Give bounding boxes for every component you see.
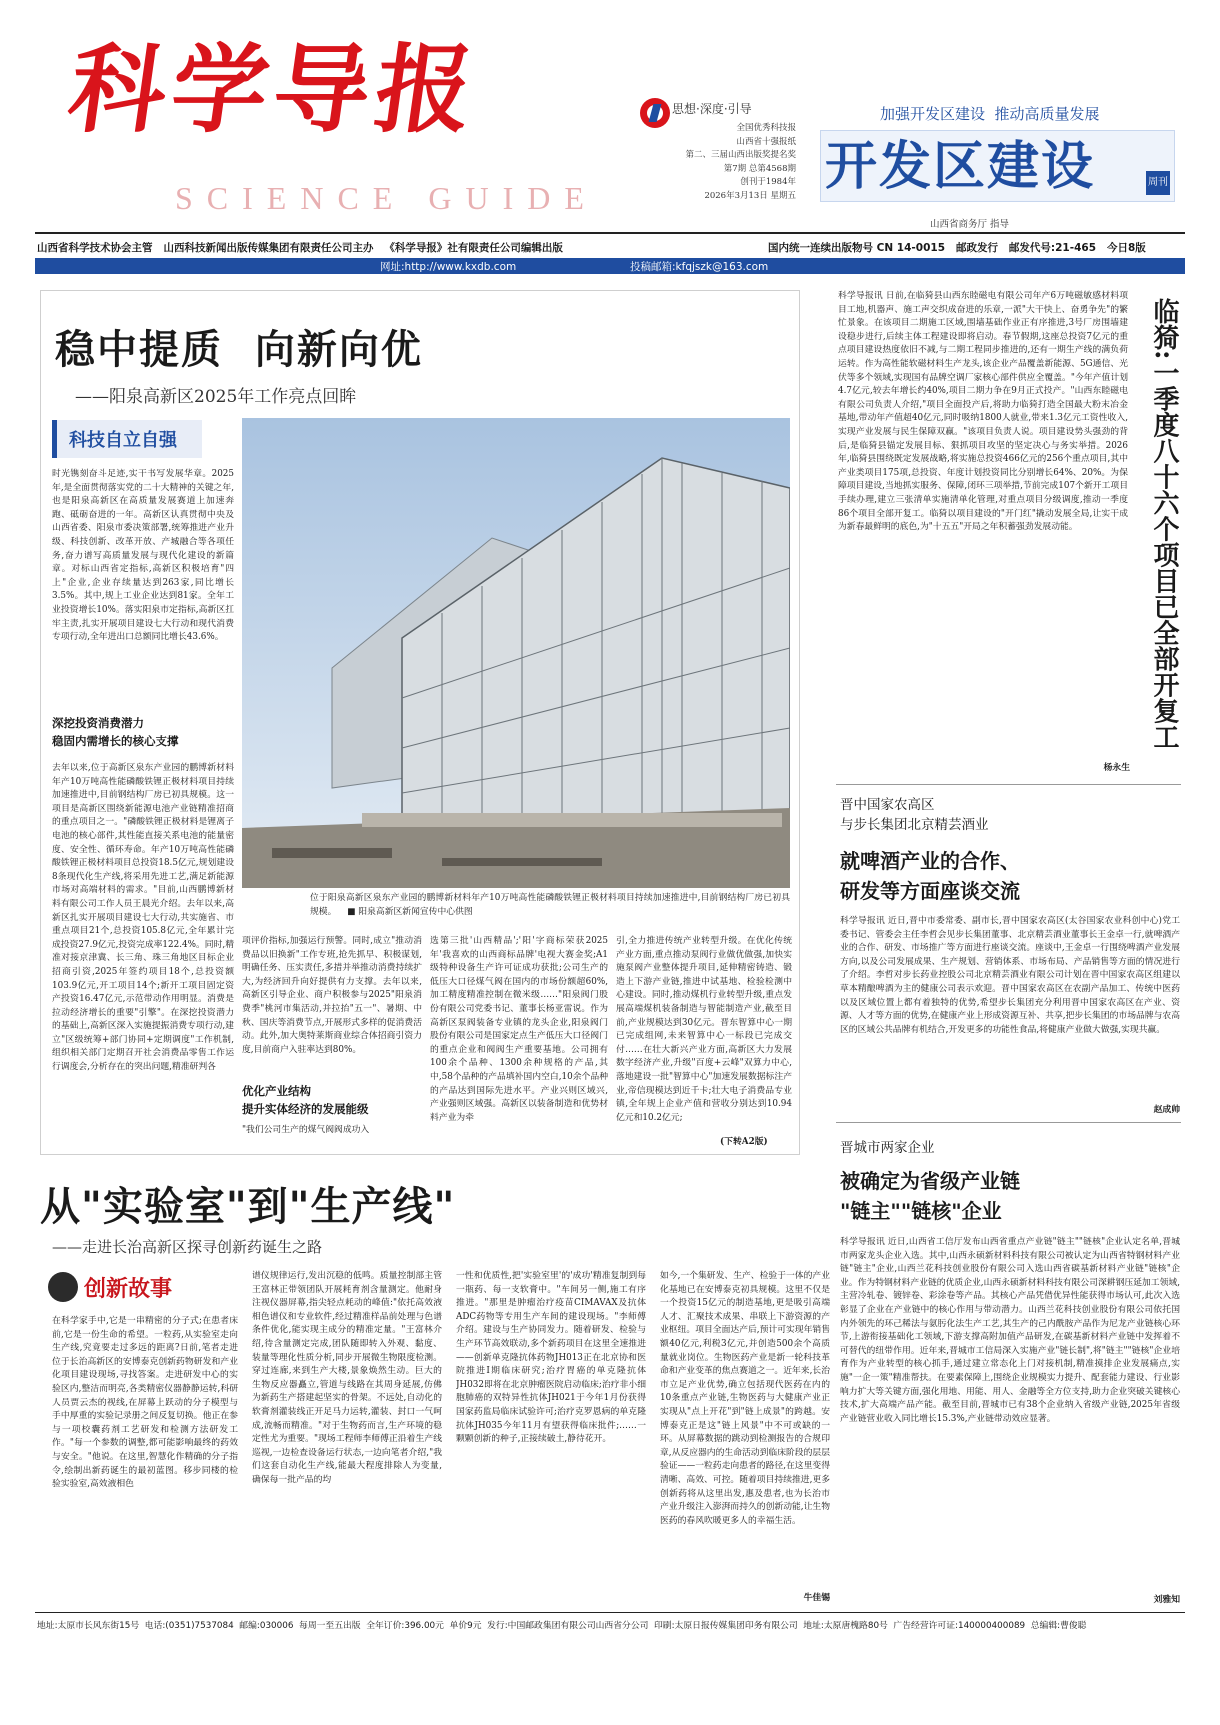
photo-caption xyxy=(310,892,790,922)
lead-col1a: 时光镌刻奋斗足迹,实干书写发展华章。2025年,是全面贯彻落实党的二十大精神的关键之年,也是阳泉高新区在高质量发展赛道上加速奔跑、砥砺奋进的一年。高新区认真贯彻中央及山西省委、阳泉市委决策部署,统筹推进产业升级、科技创新、改革开放、产城融合等各项任务,奋力谱写高质量发展与现代化建设的新篇章。对标山西省定指标,高新区积极培育"四上"企业,企业存续量达到263家,同比增长3.5%。其中,规上工业企业达到81家。全年工业投资增长10%。落实阳泉市定指标,高新区扛牢主责,扎实开展项目建设七大行动和现代消费专项行动,全年进出口总额同比增长43.6%。 xyxy=(52,469,234,643)
section-badge-label: 科技自立自强 xyxy=(69,430,177,451)
second-author: 牛佳锡 xyxy=(803,1593,830,1603)
construction-photo xyxy=(242,418,790,888)
jincheng-body: 科学导报讯 近日,山西省工信厅发布山西省重点产业链"链主""链核"企业认定名单,晋城市两家龙头企业入选。其中,山西永硕新材料科技有限公司被认定为山西省特钢材料产业链"链主"企业,山西兰花科技创业股份有限公司入选山西省碳基新材料产业链"链核"企业。作为特钢材料产业链的优质企业,山西永硕新材料科技有限公司深耕钢压延加工领域,主营冷轧卷、镀锌卷、彩涂卷等产品。其核心产品凭借优异性能获得市场认可,此次入选彰显了企业在产业链中的核心作用与带动潜力。山西兰花科技创业股份有限公司依托国内外领先的环己稀法与氨肟化法生产工艺,其生产的己内酰胺产品作为尼龙产业链核心环节,上游衔接基础化工领域,下游支撑高附加值产品研发,在碳基新材料产业链中发挥着不可替代的纽带作用。近年来,晋城市工信局深入实施产业"链长制",将"链主""链核"企业培育作为产业转型的核心抓手,通过建立常态化上门对接机制,精准摸排企业发展痛点,实施"一企一策"精准帮扶。在要素保障上,围绕企业规模实力提升、配套能力建设、行业影响力扩大等关键方面,强化用地、用能、用人、金融等全方位支持,助力企业突破关键核心技术,扩大高端产品产能。截至目前,晋城市已有38个企业纳入省级产业链,2025年省级产业链营业收入同比增长15.3%,产业链带动效应显著。 xyxy=(840,1237,1180,1424)
right-slogan: 加强开发区建设 推动高质量发展 xyxy=(880,105,1100,123)
jinzhong-body: 科学导报讯 近日,晋中市委常委、副市长,晋中国家农高区(太谷国家农业科创中心)党工委书记、管委会主任李哲会见步长集团董事、北京精芸酒业董事长王金卓一行,就啤酒产业的合作、研发、市场推广等方面进行座谈交流。座谈中,王金卓一行围绕啤酒产业发展方向,以及公司发展成果、生产规划、营销体系、市场布局、产品销售等方面的情况进行了介绍。李哲对步长药业控股公司北京精芸酒业有限公司计划在晋中国家农高区组建以草本精酿啤酒为主的健康公司表示欢迎。晋中国家农高区在农副产品加工、传统中医药以及区域位置上都有着独特的优势,希望步长集团充分利用晋中国家农高区在产业、资源、人才等方面的优势,在健康产业上形成资源互补、共享,把步长集团的市场品牌与农高区的区域公共品牌有机结合,开发更多的功能性食品,将健康产业做大做强,实现共赢。 xyxy=(840,916,1180,1035)
linyi-author: 杨永生 xyxy=(1103,763,1130,773)
lead-headline: 稳中提质 向新向优 xyxy=(55,326,423,373)
second-col4: 如今,一个集研发、生产、检验于一体的产业化基地已在安博泰克初具规模。这里不仅是一个投资15亿元的制造基地,更是吸引高端人才、汇聚技术成果、串联上下游资源的产业枢纽。项目全面达产后,预计可实现年销售额40亿元,利税3亿元,并创造500余个高质量就业岗位。生物医药产业是新一轮科技革命和产业变革的焦点赛道之一。近年来,长治市立足产业优势,确立包括现代医药在内的10条重点产业链,生物医药与大健康产业正实现从"点上开花"到"链上成景"的跨越。安博泰克正是这"链上风景"中不可或缺的一环。从屏幕数据的跳动到检测报告的合规印章,从反应器内的生命活动到临床阶段的层层验证——一粒药走向患者的路径,在这里变得清晰、高效、可控。随着项目持续推进,更多创新药将从这里出发,惠及患者,也为长治市产业升级注入澎湃而持久的创新动能,让生物医药的春风吹暖更多人的幸福生活。 xyxy=(660,1271,830,1526)
issue-date: 2026年3月13日 星期五 xyxy=(704,190,796,201)
guide-line: 山西省商务厅 指导 xyxy=(930,219,1010,230)
logo-icon xyxy=(640,98,670,128)
website-link[interactable]: 网址:http://www.kxdb.com xyxy=(380,261,517,273)
lead-subhead-2a: 优化产业结构 xyxy=(242,1084,311,1098)
lead-col2: 项评价指标,加强运行预警。同时,成立"推动消费品以旧换新"工作专班,抢先抓早、积极谋划,明确任务、压实责任,多措并举推动消费持续扩大,为经济回升向好提供有力支撑。去年以来,高新区引导企业、商户积极参与2025"阳泉消费季"桃河市集活动,并拉抬"五一"、暑期、中秋、国庆等消费节点,开展形式多样的促消费活动。此外,加大奥特莱斯商业综合体招商引资力度,目前商户入驻率达到80%。 xyxy=(242,936,422,1055)
footer-text: 地址:太原市长风东街15号 电话:(0351)7537084 邮编:030006 每周一至五出版 全年订价:396.00元 单价9元 发行:中国邮政集团有限公司山西省分公司 印刷:太原日报传媒集团印务有限公司 地址:太原唐槐路80号 广告经营许可证:140000400089 总编辑:曹俊聪 xyxy=(37,1621,1087,1631)
jinzhong-kicker xyxy=(840,795,989,835)
innovation-badge-label: 创新故事 xyxy=(84,1276,173,1302)
section-badge xyxy=(52,420,202,458)
jincheng-title-2: "链主""链核"企业 xyxy=(840,1199,1002,1223)
linyi-body: 科学导报讯 日前,在临猗县山西东睦磁电有限公司年产6万吨磁敏感材料项目工地,机器声、施工声交织成奋进的乐章,一派"大干快上、奋勇争先"的繁忙景象。在该项目二期施工区域,围墙基础作业正有序推进,3号厂房围墙建设稳步进行,后续主体工程建设即将启动。春节假期,这座总投资7亿元的重点项目建设热度依旧不减,与二期工程同步推进的,还有一期生产线的满负荷运转。作为高性能软磁材料生产龙头,该企业产品覆盖新能源、5G通信、光伏等多个领域,实现国有品牌空调厂家核心部件供应全覆盖。"今年产值计划4.7亿元,较去年增长约40%,项目二期力争在9月正式投产。"山西东睦磁电有限公司负责人介绍,"项目全面投产后,将助力临猗打造全国最大粉末冶金基地,带动年产值超40亿元,同时吸纳1800人就业,带来1.3亿元工资性收入,实现产业发展与民生保障双赢。"该项目负责人说。项目建设势头强劲的背后,是临猗县锚定发展目标、狠抓项目攻坚的坚定决心与务实举措。2026年,临猗县围绕既定发展战略,将实施总投资466亿元的256个重点项目,其中产业类项目175项,总投资、年度计划投资同比分别增长64%、20%。为保障项目建设,当地抓实服务、保障,闭环三项举措,节前完成107个新开工项目手续办理,建立三张清单实施清单化管理,对重点项目分级调度,推动一季度86个项目全部开复工。临猗以项目建设的"开门红"撬动发展全局,让实干成为新春最鲜明的底色,为"十五五"开局之年积蓄强劲发展动能。 xyxy=(838,291,1128,533)
honor-2: 山西省十强报纸 xyxy=(736,136,796,147)
masthead-meta xyxy=(676,122,796,203)
linyi-vertical-title: 临猗:一季度八十六个项目已全部开复工 xyxy=(1149,298,1179,750)
infobar-right: 国内统一连续出版物号 CN 14-0015 邮政发行 邮发代号:21-465 今日8版 xyxy=(768,242,1146,254)
lead-col4: 引,全力推进传统产业转型升级。在优化传统产业方面,重点推动泵阀行业做优做强,加快实施泵阀产业整体提升项目,延伸精密铸造、锻造上下游产业链,推进中试基地、检验检测中心建设。同时,推动煤机行业转型升级,重点发展高端煤机装备制造与智能制造产业,截至目前,产业规模达到30亿元。晋东智算中心一期已完成组网,未来智算中心一标段已完成交付……在壮大新兴产业方面,高新区大力发展数字经济产业,升级"百度+云峰"双算力中心,落地建设一批"智算中心"加速发展数据标注产业,帝信现模达到近千卡;壮大电子消费品专业镇,全年规上企业产值和营收分别达到10.94亿元和10.2亿元; xyxy=(616,936,792,1123)
lead-col3: 选第三批'山西精品';'阳'字商标荣获2025年'我喜欢的山西商标品牌'电视大赛金奖;A1级特种设备生产许可证成功获批;公司生产的低压大口径煤气阀在国内的市场份额超60%,加工精度精准控制在微米级……"阳泉阀门股份有限公司党委书记、董事长杨亚雷说。作为高新区泵阀装备专业镇的龙头企业,阳泉阀门股份有限公司是国家定点生产低压大口径阀门的重点企业和阀阀生产重要基地。公司拥有100余个品种、1300余种规格的产品,其中,58个品种的产品填补国内空白,10余个品种的产品达到国际先进水平。产业兴则区域兴,产业强则区域强。高新区以装备制造和优势材料产业为牵 xyxy=(430,936,608,1123)
jincheng-title-1: 被确定为省级产业链 xyxy=(840,1169,1020,1193)
lead-subhead: ——阳泉高新区2025年工作亮点回眸 xyxy=(75,387,357,407)
innovation-badge xyxy=(48,1270,198,1304)
photo-caption-text: 位于阳泉高新区泉东产业园的鹏博新材料年产10万吨高性能磷酸铁锂正极材料项目持续加速推进中,目前钢结构厂房已初具规模。 xyxy=(310,893,790,917)
jinzhong-title-2: 研发等方面座谈交流 xyxy=(840,879,1020,903)
second-col3: 一性和优质性,把'实验室里'的'成功'精准复制到每一瓶药、每一支软膏中。"车间另一侧,施工有序推进。"那里是肿瘤治疗疫苗CIMAVAX及抗体ADC药物等专用生产车间的建设现场。"李师傅介绍。建设与生产协同发力。随着研发、检验与生产环节高效联动,多个新药项目在这里全速推进——创新单克隆抗体药物JH013正在北京协和医院推进I期临床研究;治疗胃癌的单克隆抗体JH032即将在北京肿瘤医院启动临床;治疗非小细胞肺癌的双特异性抗体JH021于今年1月份获得国家药监局临床试验许可;治疗克罗恩病的单克隆抗体JH035今年11月有望获得临床批件;……一颗颗创新的种子,正接续破土,静待花开。 xyxy=(456,1271,646,1445)
lead-col2b: "我们公司生产的煤气阀阀成功入 xyxy=(242,1125,370,1135)
lead-col1b: 去年以来,位于高新区泉东产业园的鹏博新材料年产10万吨高性能磷酸铁锂正极材料项目持续加速推进中,目前钢结构厂房已初具规模。这一项目是高新区围绕新能源电池产业链精准招商的重点项目之一。"磷酸铁锂正极材料是锂离子电池的核心部件,其性能直接关系电池的能量密度、安全性、循环寿命。年产10万吨高性能磷酸铁锂正极材料项目总投资18.5亿元,规划建设8条现代化生产线,将采用先进工艺,满足新能源市场对高端材料的需求。"目前,山西鹏博新材料有限公司工作人员王晨光介绍。去年以来,高新区扎实开展项目建设七大行动,共实施省、市重点项目21个,总投资105.8亿元,全年累计完成投资27.9亿元,投资完成率122.4%。同时,精准对接京津冀、长三角、珠三角地区目标企业招商引资,2025年签约项目18个,总投资额103.9亿元,开工项目14个;新开工项目固定资产投资16.47亿元,示范带动作用明显。消费是拉动经济增长的重要"引擎"。在深挖投资潜力的基础上,高新区深入实施提振消费专项行动,建立"区级统筹+部门协同+定期调度"工作机制,组织相关部门定期召开社会消费品零售工作运行调度会,分析存在的突出问题,精准研判各 xyxy=(52,763,234,1073)
honor-3: 第二、三届山西出版奖提名奖 xyxy=(685,150,796,160)
lead-subhead-2 xyxy=(242,1082,422,1118)
jincheng-title xyxy=(840,1166,1020,1226)
jinzhong-author: 赵成帅 xyxy=(1153,1105,1180,1115)
lead-subhead-1 xyxy=(52,714,234,750)
infobar-left: 山西省科学技术协会主管 山西科技新闻出版传媒集团有限责任公司主办 《科学导报》社有限责任公司编辑出版 xyxy=(37,242,563,254)
jinzhong-kicker-2: 与步长集团北京精芸酒业 xyxy=(840,817,989,833)
innovation-badge-icon xyxy=(48,1272,78,1302)
jincheng-author: 刘雅知 xyxy=(1153,1595,1180,1605)
second-col2: 谱仪规律运行,发出沉稳的低鸣。质量控制部主管王富林正带领团队开展耗育剂含量测定。他耐身注视仪器屏幕,指尖轻点耗动的峰值:"依托高效液相色谱仪和专业软件,经过精准样品前处理与色谱条件优化,能实现主成分的精准定量。"王富林介绍,待含量测定完成,团队随即转入外观、黏度、装量等理化性质分析,同步开展微生物限度检测。穿过连廊,来到生产大楼,景象焕然生动。巨大的生物反应器矗立,管道与线路在其周身延展,仿佛为新药生产搭建起坚实的骨架。不远处,自动化的软膏剂灌装线正开足马力运转,灌装、封口一气呵成,流畅而精准。"对于生物药而言,生产环境的稳定性尤为重要。"现场工程师李师傅正沿着生产线巡视,一边检查设备运行状态,一边向笔者介绍,"我们这套自动化生产线,能最大程度排除人为变量,确保每一批产品的均 xyxy=(252,1271,442,1485)
second-headline: 从"实验室"到"生产线" xyxy=(40,1183,456,1230)
masthead-english: SCIENCE GUIDE xyxy=(175,180,598,216)
weekly-badge: 周刊 xyxy=(1146,171,1170,195)
honor-1: 全国优秀科技报 xyxy=(736,123,796,133)
masthead-slogan: 思想·深度·引导 xyxy=(672,102,752,116)
jinzhong-kicker-1: 晋中国家农高区 xyxy=(840,797,935,813)
jinzhong-title xyxy=(840,846,1020,906)
lead-subhead-1b: 稳固内需增长的核心支撑 xyxy=(52,734,179,748)
email-link[interactable]: 投稿邮箱:kfqjszk@163.com xyxy=(630,261,769,273)
issue-number: 第7期 总第4568期 xyxy=(723,163,796,174)
weekly-title: 开发区建设 xyxy=(825,136,1096,197)
lead-subhead-2b: 提升实体经济的发展能级 xyxy=(242,1102,369,1116)
lead-subhead-1a: 深挖投资消费潜力 xyxy=(52,716,144,730)
second-subhead: ——走进长治高新区探寻创新药诞生之路 xyxy=(52,1238,323,1256)
photo-credit: ■ 阳泉高新区新闻宣传中心供图 xyxy=(347,906,473,917)
founded: 创刊于1984年 xyxy=(740,177,796,187)
weekly-box xyxy=(820,130,1175,202)
jinzhong-title-1: 就啤酒产业的合作、 xyxy=(840,849,1020,873)
jincheng-kicker: 晋城市两家企业 xyxy=(840,1140,935,1156)
masthead-title: 科学导报 xyxy=(62,33,487,146)
second-col1: 在科学家手中,它是一串精密的分子式;在患者床前,它是一份生命的希望。一粒药,从实验室走向生产线,究竟要走过多远的距离?日前,笔者走进位于长治高新区的安博泰克创新药物研发和产业化项目建设现场,寻找答案。走进研发中心的实验区内,整洁而明亮,各类精密仪器静静运转,科研人员贾云杰的视线,在屏幕上跃动的分子模型与手中厚重的实验记录册之间反复切换。他正在参与一项校囊药剂工艺研发和检测方法研发工作。"每一个参数的调整,都可能影响最终的药效与安全。"他说。在这里,智慧化作精确的分子指令,绘制出新药诞生的最初蓝图。移步同楼的检验实验室,高效液相色 xyxy=(52,1316,238,1490)
lead-continue[interactable]: (下转A2版) xyxy=(720,1137,768,1147)
web-bar xyxy=(35,258,1185,274)
